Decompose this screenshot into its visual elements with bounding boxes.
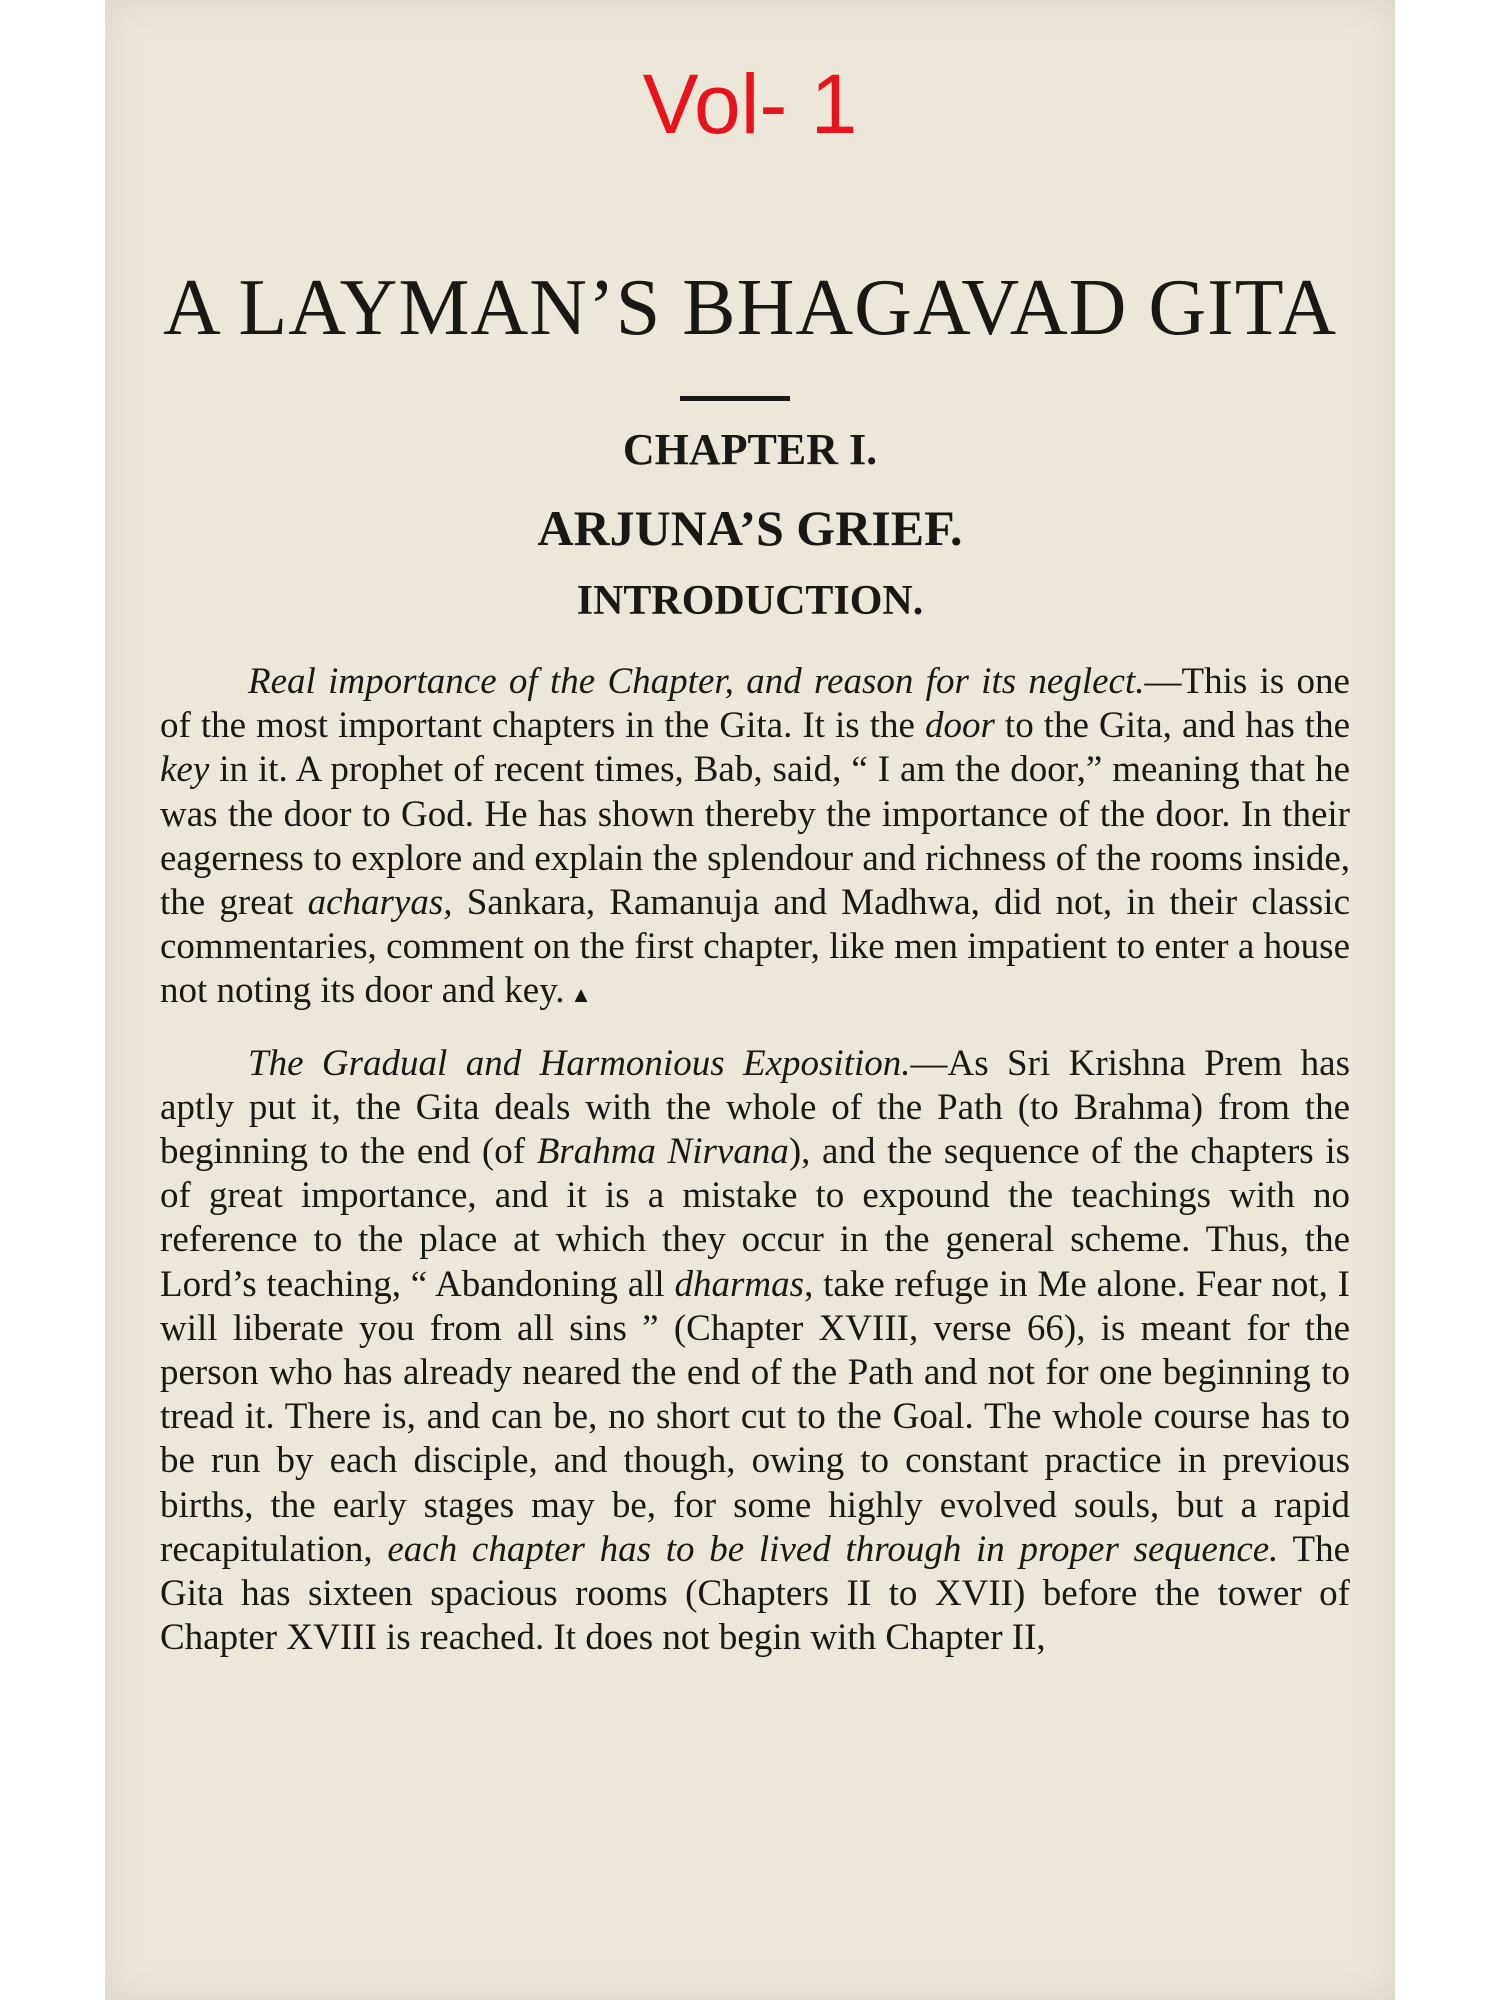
emphasis: door: [924, 705, 995, 747]
book-title: A LAYMAN’S BHAGAVAD GITA: [162, 264, 1338, 352]
chapter-title: ARJUNA’S GRIEF.: [537, 500, 963, 556]
text-run: ), and the sequence of the chapters is of great importance, and it is a mistake to expound the teachings with no reference to the place at which they occur in the general scheme. Thus, the Lord’s teaching, “ Abandoning all: [160, 1131, 1350, 1305]
emphasis: acharyas,: [307, 882, 453, 924]
text-run: to the Gita, and has the: [994, 705, 1350, 747]
text-run: The Gita has sixteen spacious rooms (Chapters II to XVII) before the tower of Chapter XVIII is reached. It does not begin with Chapter II,: [160, 1528, 1350, 1659]
paragraph-importance: [160, 660, 1350, 1018]
sidehead-importance: Real importance of the Chapter, and reason for its neglect.: [248, 661, 1145, 702]
volume-label: Vol- 1: [642, 57, 858, 151]
title-divider: [680, 396, 790, 401]
body-text: [160, 660, 1350, 1660]
chapter-number: CHAPTER I.: [622, 425, 878, 474]
sidehead-exposition: The Gradual and Harmonious Exposition.: [248, 1042, 911, 1084]
section-heading: INTRODUCTION.: [576, 578, 924, 624]
paragraph-exposition: [160, 1042, 1350, 1661]
emphasis: each chapter has to be lived through in proper sequence.: [387, 1528, 1279, 1570]
text-run: —This is one of the most important chapters in the Gita. It is the: [160, 661, 1350, 747]
text-run: —As Sri Krishna Prem has aptly put it, the Gita deals with the whole of the Path (to Brahma) from the beginning to the end (of: [160, 1042, 1350, 1173]
emphasis: Brahma Nirvana: [536, 1131, 789, 1173]
emphasis: dharmas: [674, 1263, 805, 1305]
emphasis: key: [160, 749, 210, 791]
text-run: in it. A prophet of recent times, Bab, said, “ I am the door,” meaning that he was the door to God. He has shown thereby the importance of the door. In their eagerness to explore and explain the splendour and richness of the rooms inside, the great: [160, 749, 1350, 924]
text-run: , take refuge in Me alone. Fear not, I will liberate you from all sins ” (Chapter XVIII, verse 66), is meant for the person who has already neared the end of the Path and not for one beginning to tread it. There is, and can be, no short cut to the Goal. The whole course has to be run by each disciple, and though, owing to constant practice in previous births, the early stages may be, for some highly evolved souls, but a rapid recapitulation,: [160, 1263, 1350, 1570]
pen-mark-icon: ▲: [564, 982, 592, 1008]
text-run: Sankara, Ramanuja and Madhwa, did not, in their classic commentaries, comment on the first chapter, like men impatient to enter a house not noting its door and key.: [160, 882, 1350, 1012]
